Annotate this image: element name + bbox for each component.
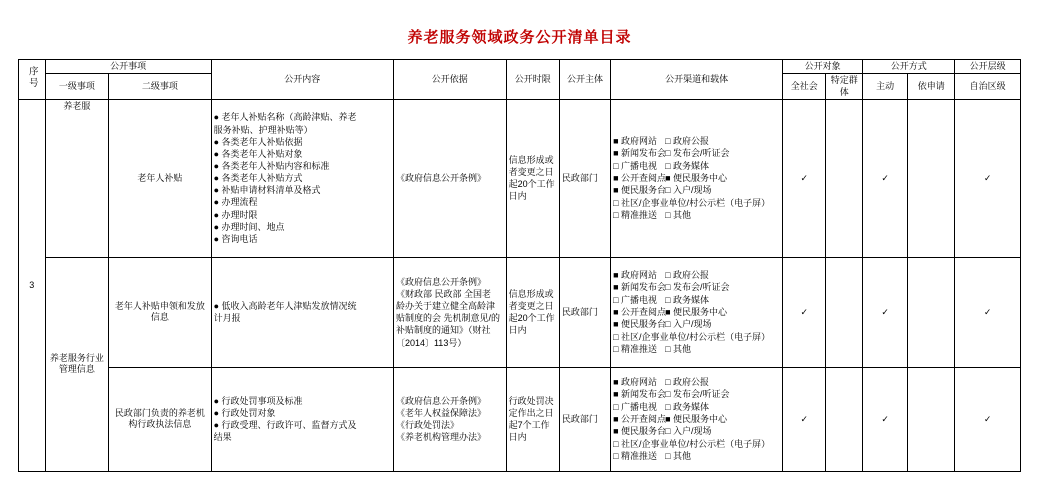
channel-option-row[interactable]	[613, 343, 780, 355]
channel-option[interactable]: □ 精准推送	[613, 210, 658, 221]
channel-option[interactable]: ■ 公开查阅点	[613, 414, 667, 425]
level-region-mark: ✓	[955, 257, 1021, 367]
channel-option-row[interactable]	[613, 269, 780, 281]
text-line: 《政府信息公开条例》	[395, 395, 486, 406]
channel-option[interactable]: □ 入户/现场	[665, 185, 712, 196]
level1-top-cell: 养老服	[45, 99, 109, 257]
channel-cell	[611, 367, 783, 471]
channel-option[interactable]: ■ 政府网站	[613, 135, 658, 146]
col-level: 公开层级	[955, 60, 1021, 74]
audience-all-mark: ✓	[783, 99, 826, 257]
audience-group-mark	[826, 257, 863, 367]
text-line: 起20个工作	[508, 313, 555, 324]
channel-option[interactable]: □ 其他	[665, 451, 692, 462]
text-line: 起7个工作	[508, 420, 550, 431]
method-active-mark: ✓	[863, 257, 908, 367]
col-level1: 一级事项	[45, 74, 109, 100]
text-line: 《老年人权益保障法》	[395, 408, 486, 419]
text-line: 服务补贴、护理补贴等）	[213, 124, 313, 135]
col-basis: 公开依据	[393, 60, 506, 100]
channel-option-row[interactable]	[613, 318, 780, 330]
basis-cell	[393, 257, 506, 367]
text-line: 结果	[213, 432, 232, 443]
text-line: ● 各类老年人补贴依据	[213, 136, 303, 147]
text-line: ● 各类老年人补贴方式	[213, 173, 303, 184]
disclosure-list-table	[18, 59, 1021, 472]
content-cell	[211, 367, 393, 471]
text-line: ● 行政处罚事项及标准	[213, 395, 303, 406]
method-active-mark: ✓	[863, 367, 908, 471]
channel-option[interactable]: □ 发布会/听证会	[665, 282, 730, 293]
text-line: 定作出之日	[508, 408, 554, 419]
text-line: 《财政部 民政部 全国老	[395, 288, 491, 299]
channel-option[interactable]: ■ 政府网站	[613, 269, 658, 280]
level2-cell: 老年人补贴	[109, 99, 211, 257]
text-line: 〔2014〕113号）	[395, 337, 467, 348]
channel-cell	[611, 257, 783, 367]
channel-option[interactable]: ■ 新闻发布会	[613, 148, 667, 159]
channel-option[interactable]: □ 发布会/听证会	[665, 389, 730, 400]
text-line: 计月报	[213, 313, 241, 324]
text-line: ● 老年人补贴名称（高龄津贴、养老	[213, 112, 357, 123]
col-method: 公开方式	[863, 60, 955, 74]
channel-option[interactable]: ■ 便民服务台	[613, 426, 667, 437]
channel-option[interactable]: □ 入户/现场	[665, 426, 712, 437]
channel-option-row[interactable]	[613, 376, 780, 388]
channel-option-row[interactable]	[613, 135, 780, 147]
channel-option[interactable]: □ 其他	[665, 344, 692, 355]
audience-all-mark: ✓	[783, 257, 826, 367]
table-body	[19, 99, 1021, 471]
deadline-lines	[509, 154, 557, 203]
channel-option[interactable]: ■ 便民服务台	[613, 185, 667, 196]
channel-option[interactable]: ■ 便民服务中心	[665, 307, 728, 318]
content-bullets	[214, 111, 391, 245]
col-public-items: 公开事项	[45, 60, 211, 74]
channel-option[interactable]: □ 社区/企事业单位/村公示栏（电子屏）	[613, 438, 771, 449]
col-audience-all: 全社会	[783, 74, 826, 100]
text-line: ● 各类老年人补贴对象	[213, 148, 303, 159]
content-cell	[211, 257, 393, 367]
channel-option[interactable]: □ 广播电视	[613, 294, 658, 305]
channel-option[interactable]: □ 社区/企事业单位/村公示栏（电子屏）	[613, 331, 771, 342]
text-line: 信息形成或	[508, 154, 554, 165]
text-line: 《养老机构管理办法》	[395, 432, 486, 443]
channel-option[interactable]: ■ 新闻发布会	[613, 389, 667, 400]
text-line: ● 补贴申请材料清单及格式	[213, 185, 321, 196]
table-row	[19, 257, 1021, 367]
basis-cell	[393, 99, 506, 257]
basis-lines	[396, 276, 504, 349]
text-line: 民政部门	[561, 414, 598, 425]
channel-option[interactable]: □ 发布会/听证会	[665, 148, 730, 159]
channel-option[interactable]: ■ 政府网站	[613, 376, 658, 387]
channel-option-row[interactable]	[613, 160, 780, 172]
deadline-lines	[509, 395, 557, 444]
subject-cell	[559, 257, 610, 367]
basis-cell	[393, 367, 506, 471]
channel-option-row[interactable]	[613, 331, 780, 343]
channel-option-row[interactable]	[613, 425, 780, 437]
channel-option[interactable]: ■ 新闻发布会	[613, 282, 667, 293]
deadline-cell	[506, 99, 559, 257]
col-level2: 二级事项	[109, 74, 211, 100]
channel-option[interactable]: ■ 便民服务中心	[665, 414, 728, 425]
text-line: 行政处罚决	[508, 395, 554, 406]
col-audience-group: 特定群体	[826, 74, 863, 100]
text-line: 日内	[508, 432, 527, 443]
channel-option-row[interactable]	[613, 281, 780, 293]
col-deadline: 公开时限	[506, 60, 559, 100]
text-line: ● 低收入高龄老年人津贴发放情况统	[213, 301, 357, 312]
channel-option[interactable]: □ 广播电视	[613, 401, 658, 412]
channel-option-row[interactable]	[613, 413, 780, 425]
text-line: 《政府信息公开条例》	[395, 276, 486, 287]
text-line: ● 办理流程	[213, 197, 258, 208]
col-method-request: 依申请	[908, 74, 955, 100]
channel-option[interactable]: □ 入户/现场	[665, 319, 712, 330]
channel-option-row[interactable]	[613, 197, 780, 209]
channel-option[interactable]: ■ 公开查阅点	[613, 307, 667, 318]
audience-group-mark	[826, 367, 863, 471]
col-level-region: 自治区级	[955, 74, 1021, 100]
text-line: 信息形成或	[508, 288, 554, 299]
group-seq-cell: 3	[19, 99, 46, 471]
channel-option-row[interactable]	[613, 401, 780, 413]
channel-option[interactable]: □ 政府公报	[665, 376, 710, 387]
level1-cell: 养老服务行业管理信息	[45, 257, 109, 471]
text-line: 者变更之日	[508, 301, 554, 312]
text-line: 民政部门	[561, 173, 598, 184]
channel-checklist	[613, 135, 780, 222]
channel-option[interactable]: □ 政府公报	[665, 135, 710, 146]
channel-option[interactable]: □ 政务媒体	[665, 401, 710, 412]
subject-lines	[562, 306, 608, 318]
table-row	[19, 99, 1021, 257]
text-line: ● 办理时间、地点	[213, 221, 285, 232]
audience-group-mark	[826, 99, 863, 257]
channel-option-row[interactable]	[613, 450, 780, 462]
channel-checklist	[613, 269, 780, 356]
channel-option[interactable]: □ 政务媒体	[665, 160, 710, 171]
channel-option-row[interactable]	[613, 147, 780, 159]
channel-option-row[interactable]	[613, 209, 780, 221]
text-line: ● 咨询电话	[213, 233, 258, 244]
text-line: 贴制度的会 先机制意见/的	[395, 313, 500, 324]
text-line: ● 行政受理、行政许可、监督方式及	[213, 420, 357, 431]
text-line: 日内	[508, 325, 527, 336]
channel-option-row[interactable]	[613, 184, 780, 196]
deadline-lines	[509, 288, 557, 337]
deadline-cell	[506, 257, 559, 367]
subject-lines	[562, 413, 608, 425]
text-line: ● 办理时限	[213, 209, 258, 220]
basis-lines	[396, 172, 504, 184]
channel-option[interactable]: □ 精准推送	[613, 451, 658, 462]
text-line: 龄办关于建立健全高龄津	[395, 301, 495, 312]
col-seq: 序号	[19, 60, 46, 100]
audience-all-mark: ✓	[783, 367, 826, 471]
col-channel: 公开渠道和载体	[611, 60, 783, 100]
method-request-mark	[908, 367, 955, 471]
channel-option[interactable]: □ 政府公报	[665, 269, 710, 280]
level-region-mark: ✓	[955, 367, 1021, 471]
channel-option-row[interactable]	[613, 172, 780, 184]
level2-cell: 老年人补贴申领和发放信息	[109, 257, 211, 367]
channel-checklist	[613, 376, 780, 463]
text-line: 者变更之日	[508, 167, 554, 178]
channel-option-row[interactable]	[613, 438, 780, 450]
text-line: 日内	[508, 191, 527, 202]
text-line: 《政府信息公开条例》	[395, 173, 486, 184]
col-content: 公开内容	[211, 60, 393, 100]
deadline-cell	[506, 367, 559, 471]
col-method-active: 主动	[863, 74, 908, 100]
channel-option[interactable]: ■ 公开查阅点	[613, 173, 667, 184]
channel-option[interactable]: □ 社区/企事业单位/村公示栏（电子屏）	[613, 197, 771, 208]
text-line: ● 各类老年人补贴内容和标准	[213, 161, 330, 172]
content-bullets	[214, 395, 391, 444]
method-request-mark	[908, 99, 955, 257]
col-audience: 公开对象	[783, 60, 863, 74]
channel-option-row[interactable]	[613, 294, 780, 306]
channel-option-row[interactable]	[613, 306, 780, 318]
level2-cell: 民政部门负责的养老机构行政执法信息	[109, 367, 211, 471]
channel-option[interactable]: □ 政务媒体	[665, 294, 710, 305]
channel-cell	[611, 99, 783, 257]
subject-lines	[562, 172, 608, 184]
method-request-mark	[908, 257, 955, 367]
table-row	[19, 367, 1021, 471]
subject-cell	[559, 99, 610, 257]
content-bullets	[214, 300, 391, 324]
channel-option[interactable]: ■ 便民服务中心	[665, 173, 728, 184]
channel-option[interactable]: □ 精准推送	[613, 344, 658, 355]
channel-option[interactable]: □ 其他	[665, 210, 692, 221]
channel-option[interactable]: ■ 便民服务台	[613, 319, 667, 330]
page-title: 养老服务领域政务公开清单目录	[407, 29, 632, 46]
text-line: 起20个工作	[508, 179, 555, 190]
text-line: 补贴制度的通知》（财社	[395, 325, 491, 336]
channel-option[interactable]: □ 广播电视	[613, 160, 658, 171]
subject-cell	[559, 367, 610, 471]
text-line: 《行政处罚法》	[395, 420, 459, 431]
channel-option-row[interactable]	[613, 388, 780, 400]
col-subject: 公开主体	[559, 60, 610, 100]
text-line: 民政部门	[561, 307, 598, 318]
content-cell	[211, 99, 393, 257]
method-active-mark: ✓	[863, 99, 908, 257]
basis-lines	[396, 395, 504, 444]
text-line: ● 行政处罚对象	[213, 408, 276, 419]
level-region-mark: ✓	[955, 99, 1021, 257]
